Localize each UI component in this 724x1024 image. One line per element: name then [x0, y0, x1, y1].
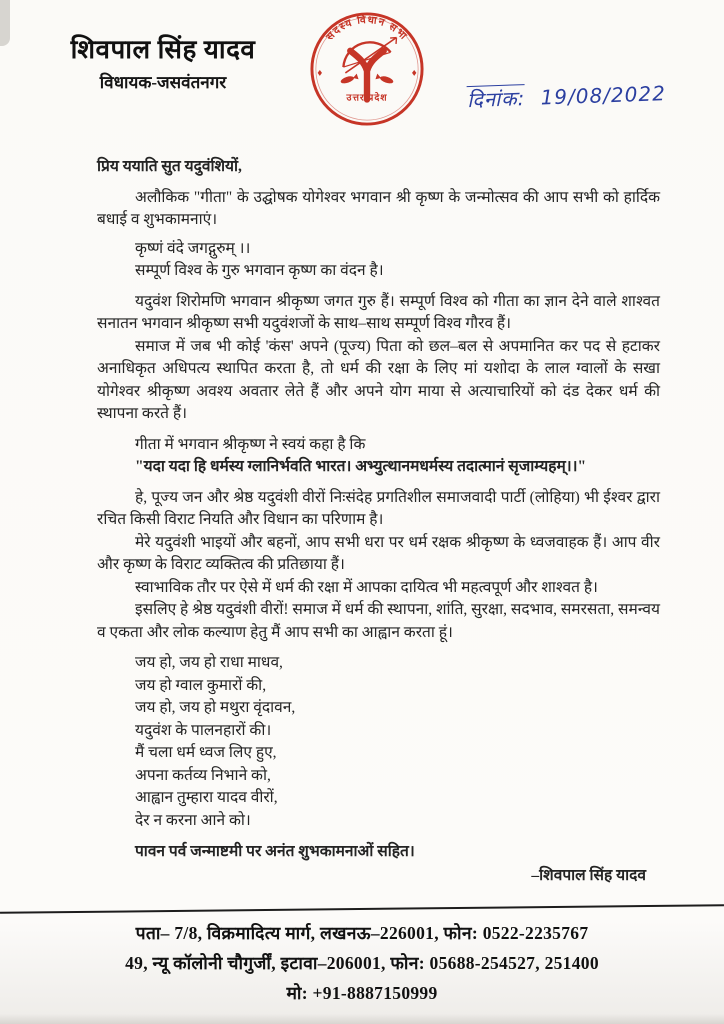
paragraph-party: हे, पूज्य जन और श्रेष्ठ यदुवंशी वीरों निःसंदेह प्रगतिशील समाजवादी पार्टी (लोहिया) भी ईश्वर द्वारा रचित किसी विराट नियति और विधान का परिणाम है।	[97, 488, 660, 528]
date-label: दिनांक:	[466, 86, 526, 113]
seal-svg	[308, 10, 426, 128]
paragraph-appeal: इसलिए हे श्रेष्ठ यदुवंशी वीरों! समाज में धर्म की स्थापना, शांति, सुरक्षा, सदभाव, समरसता, समन्वय व एकता और लोक कल्याण हेतु मैं आप सभी का आह्वान करता हूं।	[97, 601, 660, 641]
poem-line: अपना कर्तव्य निभाने को,	[135, 766, 271, 784]
poem-line: यदुवंश के पालनहारों की।	[135, 721, 272, 739]
poem-line: जय हो, जय हो राधा माधव,	[135, 654, 283, 671]
footer-mobile: मो: +91-8887150999	[286, 983, 438, 1003]
sender-designation: विधायक-जसवंतनगर	[99, 73, 227, 92]
up-vidhan-sabha-seal-icon	[308, 10, 426, 128]
footer-address-etawah: 49, न्यू कॉलोनी चौगुर्जीं, इटावा–206001, फोन: 05688-254527, 251400	[125, 953, 599, 973]
closing-line: पावन पर्व जन्माष्टमी पर अनंत शुभकामनाओं सहित।	[135, 843, 415, 860]
poem-line: जय हो ग्वाल कुमारों की,	[135, 676, 267, 694]
fish-left-icon	[340, 74, 359, 85]
paragraph-greeting: अलौकिक "गीता" के उद्घोषक योगेश्वर भगवान श्री कृष्ण के जन्मोत्सव की आप सभी को हार्दिक बधाई व शुभकामनाएं।	[97, 188, 660, 228]
shloka-intro: गीता में भगवान श्रीकृष्ण ने स्वयं कहा है कि	[135, 435, 366, 453]
paragraph-brothers: मेरे यदुवंशी भाइयों और बहनों, आप सभी धरा पर धर्म रक्षक श्रीकृष्ण के ध्वजवाहक हैं। आप वीर और कृष्ण के विराट व्यक्तित्व की प्रतिछाया हैं।	[97, 533, 660, 573]
footer-address-lucknow: पता– 7/8, विक्रमादित्य मार्ग, लखनऊ–226001, फोन: 0522-2235767	[135, 923, 589, 943]
signature: –शिवपाल सिंह यादव	[531, 866, 646, 884]
poem-line: आह्वान तुम्हारा यादव वीरों,	[135, 789, 278, 806]
seal-bottom-text: उत्तर प्रदेश	[346, 93, 388, 104]
seal-left-star-icon	[318, 70, 322, 76]
fish-right-icon	[375, 74, 394, 85]
salutation: प्रिय ययाति सुत यदुवंशियों,	[97, 158, 242, 175]
letter-body	[97, 156, 660, 887]
seal-right-star-icon	[412, 70, 416, 76]
gita-shloka: "यदा यदा हि धर्मस्य ग्लानिर्भवति भारत। अभ्युत्थानमधर्मस्य तदात्मानं सृजाम्यहम्।।"	[135, 458, 587, 475]
date-value: 19/08/2022	[540, 81, 667, 110]
poem	[135, 652, 660, 832]
paragraph-yaduvansh: यदुवंश शिरोमणि भगवान श्रीकृष्ण जगत गुरु हैं। सम्पूर्ण विश्व को गीता का ज्ञान देने वाले शाश्वत सनातन भगवान श्रीकृष्ण सभी यदुवंशजों के साथ–साथ सम्पूर्ण विश्व गौरव हैं।	[97, 292, 660, 332]
poem-line: मैं चला धर्म ध्वज लिए हुए,	[135, 744, 277, 761]
paragraph-kans: समाज में जब भी कोई 'कंस' अपने (पूज्य) पिता को छल–बल से अपमानित कर पद से हटाकर अनाधिकृत अधिपत्य स्थापित करता है, तो धर्म की रक्षा के लिए मां यशोदा के लाल ग्वालों के सखा योगेश्वर श्रीकृष्ण अवश्य अवतार लेते हैं और अपने योग माया से अत्याचारियों को दंड देकर धर्म की स्थापना करते हैं।	[97, 337, 660, 422]
footer-divider	[0, 904, 724, 914]
seal-top-text: सदस्य विधान सभा	[324, 14, 410, 43]
verse-meaning: सम्पूर्ण विश्व के गुरु भगवान कृष्ण का वंदन है।	[135, 262, 384, 279]
verse-line: कृष्णं वंदे जगद्गुरुम् ।।	[135, 239, 251, 257]
sender-block	[38, 30, 288, 93]
handwritten-date	[467, 78, 703, 113]
paragraph-duty: स्वाभाविक तौर पर ऐसे में धर्म की रक्षा में आपका दायित्व भी महत्वपूर्ण और शाश्वत है।	[135, 578, 598, 596]
poem-line: देर न करना आने को।	[135, 811, 251, 829]
letterhead	[0, 0, 724, 150]
sender-name: शिवपाल सिंह यादव	[70, 35, 256, 64]
poem-line: जय हो, जय हो मथुरा वृंदावन,	[135, 699, 296, 716]
letter-footer	[0, 908, 724, 1008]
